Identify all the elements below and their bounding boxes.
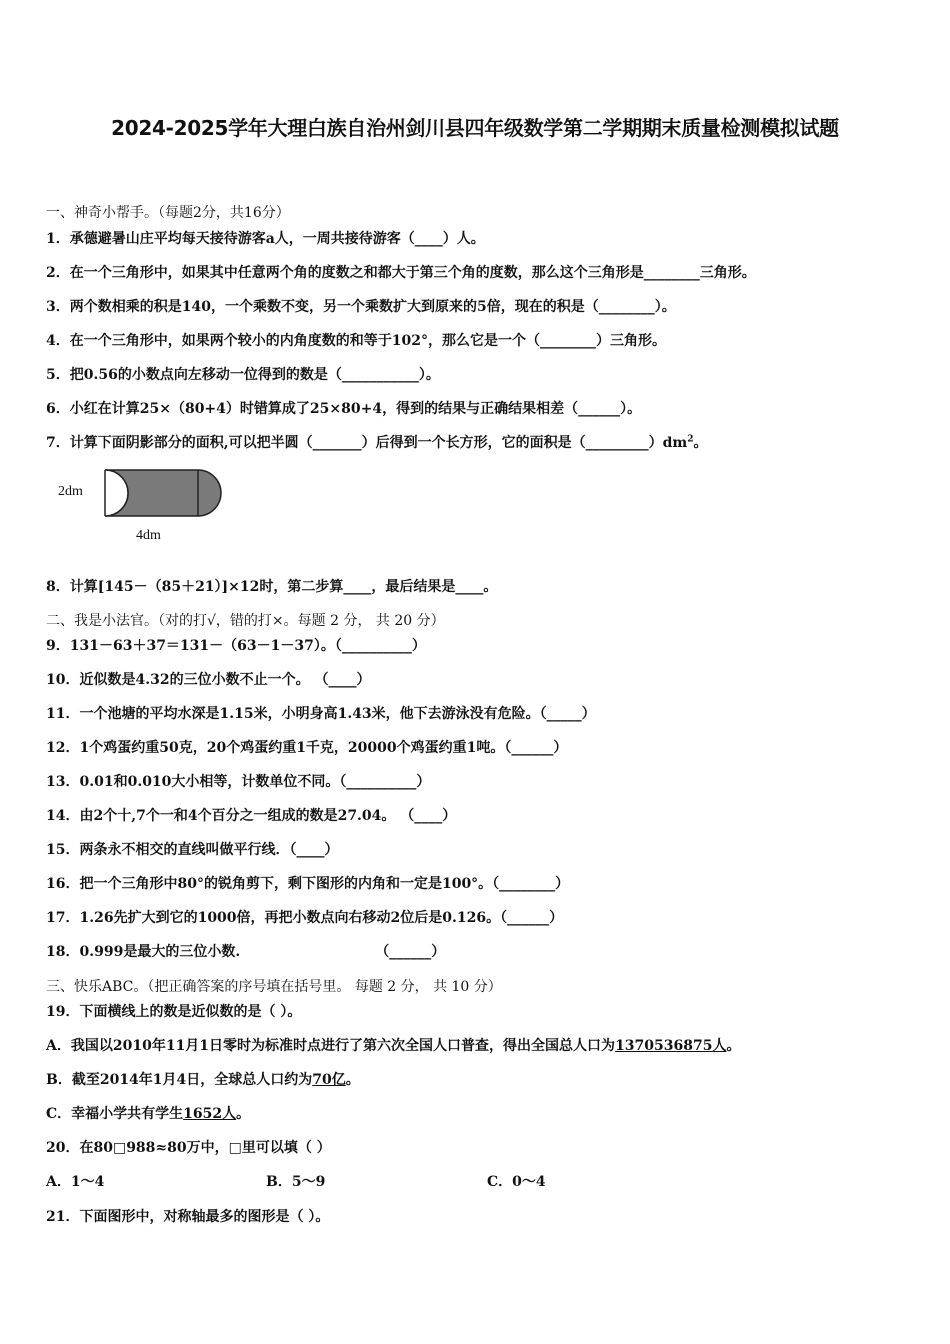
- question-6: 6．小红在计算25×（80+4）时错算成了25×80+4，得到的结果与正确结果相差（______）。: [46, 401, 642, 417]
- question-18-blank: （______）: [375, 944, 446, 960]
- option-c-text: C．幸福小学共有学生: [46, 1106, 184, 1122]
- question-14: 14．由2个十,7个一和4个百分之一组成的数是27.04。 （____）: [46, 808, 457, 824]
- question-2: 2．在一个三角形中，如果其中任意两个角的度数之和都大于第三个角的度数，那么这个三角形是________三角形。: [46, 265, 756, 281]
- height-label: 2dm: [58, 484, 83, 499]
- question-10: 10．近似数是4.32的三位小数不止一个。 （____）: [46, 672, 371, 688]
- question-7-sup: 2: [687, 434, 694, 445]
- question-11: 11．一个池塘的平均水深是1.15米，小明身高1.43米，他下去游泳没有危险。（_____）: [46, 706, 596, 722]
- question-18: [46, 941, 445, 961]
- question-19-option-c: [46, 1103, 250, 1123]
- question-13: 13．0.01和0.010大小相等，计数单位不同。（__________）: [46, 774, 431, 790]
- question-4: 4．在一个三角形中，如果两个较小的内角度数的和等于102°，那么它是一个（________）三角形。: [46, 333, 666, 349]
- question-19: 19．下面横线上的数是近似数的是（ ）。: [46, 1004, 302, 1020]
- question-3: 3．两个数相乘的积是140，一个乘数不变，另一个乘数扩大到原来的5倍，现在的积是（________）。: [46, 299, 676, 315]
- question-21: 21．下面图形中，对称轴最多的图形是（ ）。: [46, 1209, 330, 1225]
- option-c-underlined: 1652人: [183, 1106, 237, 1122]
- question-9: 9．131－63＋37＝131－（63－1－37）。（__________）: [46, 638, 426, 654]
- option-a-underlined: 1370536875人: [615, 1038, 727, 1054]
- width-label: 4dm: [136, 528, 161, 543]
- option-b-underlined: 70亿: [312, 1072, 346, 1088]
- question-1: 1．承德避暑山庄平均每天接待游客a人，一周共接待游客（____）人。: [46, 231, 485, 247]
- question-19-option-b: [46, 1069, 360, 1089]
- option-b-end: 。: [345, 1072, 360, 1088]
- option-c-end: 。: [236, 1106, 251, 1122]
- section-2-heading: 二、我是小法官。（对的打√，错的打×。每题 2 分， 共 20 分）: [46, 613, 445, 629]
- shaded-area-figure: [52, 464, 232, 554]
- question-7-end: 。: [693, 435, 708, 451]
- option-a-end: 。: [726, 1038, 741, 1054]
- question-7-text: 7．计算下面阴影部分的面积,可以把半圆（_______）后得到一个长方形，它的面积是（_________）dm: [46, 435, 688, 451]
- section-1-heading: 一、神奇小帮手。（每题2分，共16分）: [46, 205, 290, 221]
- question-16: 16．把一个三角形中80°的锐角剪下，剩下图形的内角和一定是100°。（________）: [46, 876, 570, 892]
- option-b-text: B．截至2014年1月4日，全球总人口约为: [46, 1072, 313, 1088]
- question-20-option-a: A．1～4: [46, 1174, 105, 1190]
- question-19-option-a: [46, 1035, 740, 1055]
- section-3-heading: 三、快乐ABC。（把正确答案的序号填在括号里。 每题 2 分， 共 10 分）: [46, 979, 502, 995]
- question-18-text: 18．0.999是最大的三位小数.: [46, 944, 241, 960]
- question-20: 20．在80□988≈80万中，□里可以填（ ）: [46, 1140, 331, 1156]
- question-15: 15．两条永不相交的直线叫做平行线．（____）: [46, 842, 339, 858]
- question-7: [46, 432, 707, 452]
- option-a-text: A．我国以2010年11月1日零时为标准时点进行了第六次全国人口普查，得出全国总人口为: [46, 1038, 616, 1054]
- page-title: 2024-2025学年大理白族自治州剑川县四年级数学第二学期期末质量检测模拟试题: [111, 116, 839, 140]
- question-8: 8．计算[145－（85＋21）]×12时，第二步算____，最后结果是____。: [46, 579, 498, 595]
- question-5: 5．把0.56的小数点向左移动一位得到的数是（___________）。: [46, 367, 440, 383]
- question-20-option-b: B．5～9: [266, 1174, 326, 1190]
- question-12: 12．1个鸡蛋约重50克，20个鸡蛋约重1千克，20000个鸡蛋约重1吨。（______）: [46, 740, 568, 756]
- question-20-option-c: C．0～4: [487, 1174, 546, 1190]
- question-17: 17．1.26先扩大到它的1000倍，再把小数点向右移动2位后是0.126。（______）: [46, 910, 564, 926]
